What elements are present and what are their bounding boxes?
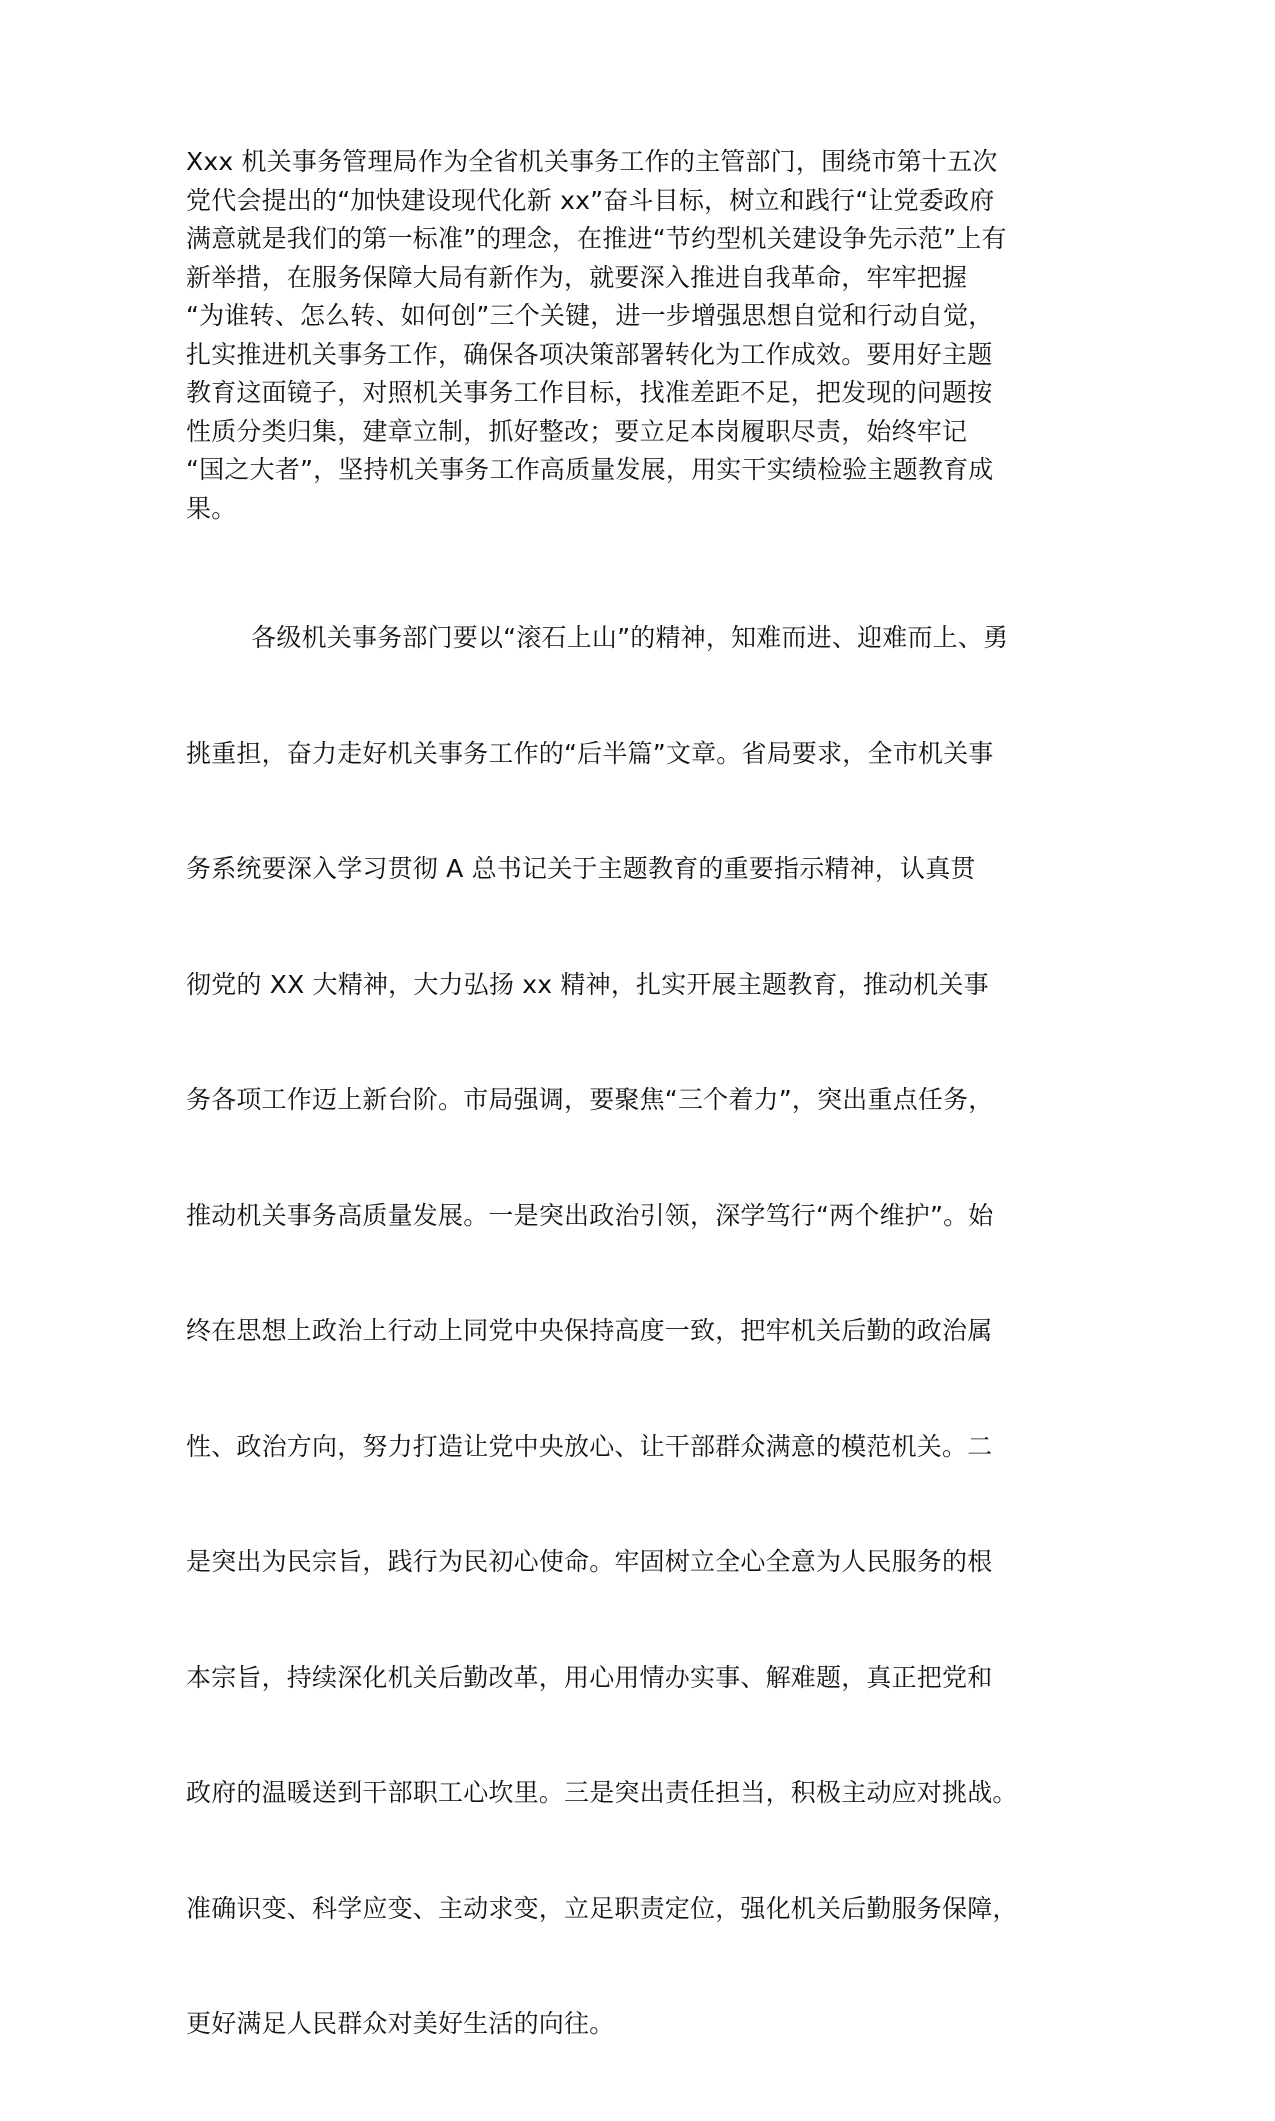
text-line: 准确识变、科学应变、主动求变，立足职责定位，强化机关后勤服务保障， [186, 1893, 1018, 1923]
text-line: 政府的温暖送到干部职工心坎里。三是突出责任担当，积极主动应对挑战。 [186, 1778, 1018, 1807]
text-line: 彻党的 XX 大精神，大力弘扬 xx 精神，扎实开展主题教育，推动机关事 [186, 969, 989, 999]
text-line: 满意就是我们的第一标准”的理念，在推进“节约型机关建设争先示范”上有 [186, 224, 1007, 253]
text-line: 是突出为民宗旨，践行为民初心使命。牢固树立全心全意为人民服务的根 [186, 1547, 993, 1576]
text-line: 教育这面镜子，对照机关事务工作目标，找准差距不足，把发现的问题按 [186, 378, 993, 407]
text-line: 挑重担，奋力走好机关事务工作的“后半篇”文章。省局要求，全市机关事 [186, 738, 994, 768]
text-line: 更好满足人民群众对美好生活的向往。 [186, 2009, 615, 2038]
text-line: 推动机关事务高质量发展。一是突出政治引领，深学笃行“两个维护”。始 [186, 1200, 994, 1230]
text-line: “为谁转、怎么转、如何创”三个关键，进一步增强思想自觉和行动自觉， [186, 301, 994, 330]
text-line: 果。 [186, 493, 237, 523]
text-line: 新举措，在服务保障大局有新作为，就要深入推进自我革命，牢牢把握 [186, 262, 968, 292]
text-line: 性、政治方向，努力打造让党中央放心、让干部群众满意的模范机关。二 [186, 1431, 993, 1461]
text-line: 本宗旨，持续深化机关后勤改革，用心用情办实事、解难题，真正把党和 [186, 1662, 993, 1692]
paragraph-2 [186, 542, 1116, 2121]
text-line: 扎实推进机关事务工作，确保各项决策部署转化为工作成效。要用好主题 [186, 339, 993, 369]
document-body [186, 143, 1116, 2121]
text-line: Xxx 机关事务管理局作为全省机关事务工作的主管部门，围绕市第十五次 [186, 147, 998, 176]
text-line: “国之大者”，坚持机关事务工作高质量发展，用实干实绩检验主题教育成 [186, 455, 994, 484]
paragraph-1 [186, 143, 1116, 528]
text-line: 务系统要深入学习贯彻 A 总书记关于主题教育的重要指示精神，认真贯 [186, 854, 976, 883]
text-line: 性质分类归集，建章立制，抓好整改；要立足本岗履职尽责，始终牢记 [186, 416, 968, 446]
text-line: 终在思想上政治上行动上同党中央保持高度一致，把牢机关后勤的政治属 [186, 1316, 993, 1345]
text-line: 务各项工作迈上新台阶。市局强调，要聚焦“三个着力”，突出重点任务， [186, 1085, 994, 1114]
text-line: 党代会提出的“加快建设现代化新 xx”奋斗目标，树立和践行“让党委政府 [186, 185, 995, 215]
text-line: 各级机关事务部门要以“滚石上山”的精神，知难而进、迎难而上、勇 [186, 623, 1009, 652]
